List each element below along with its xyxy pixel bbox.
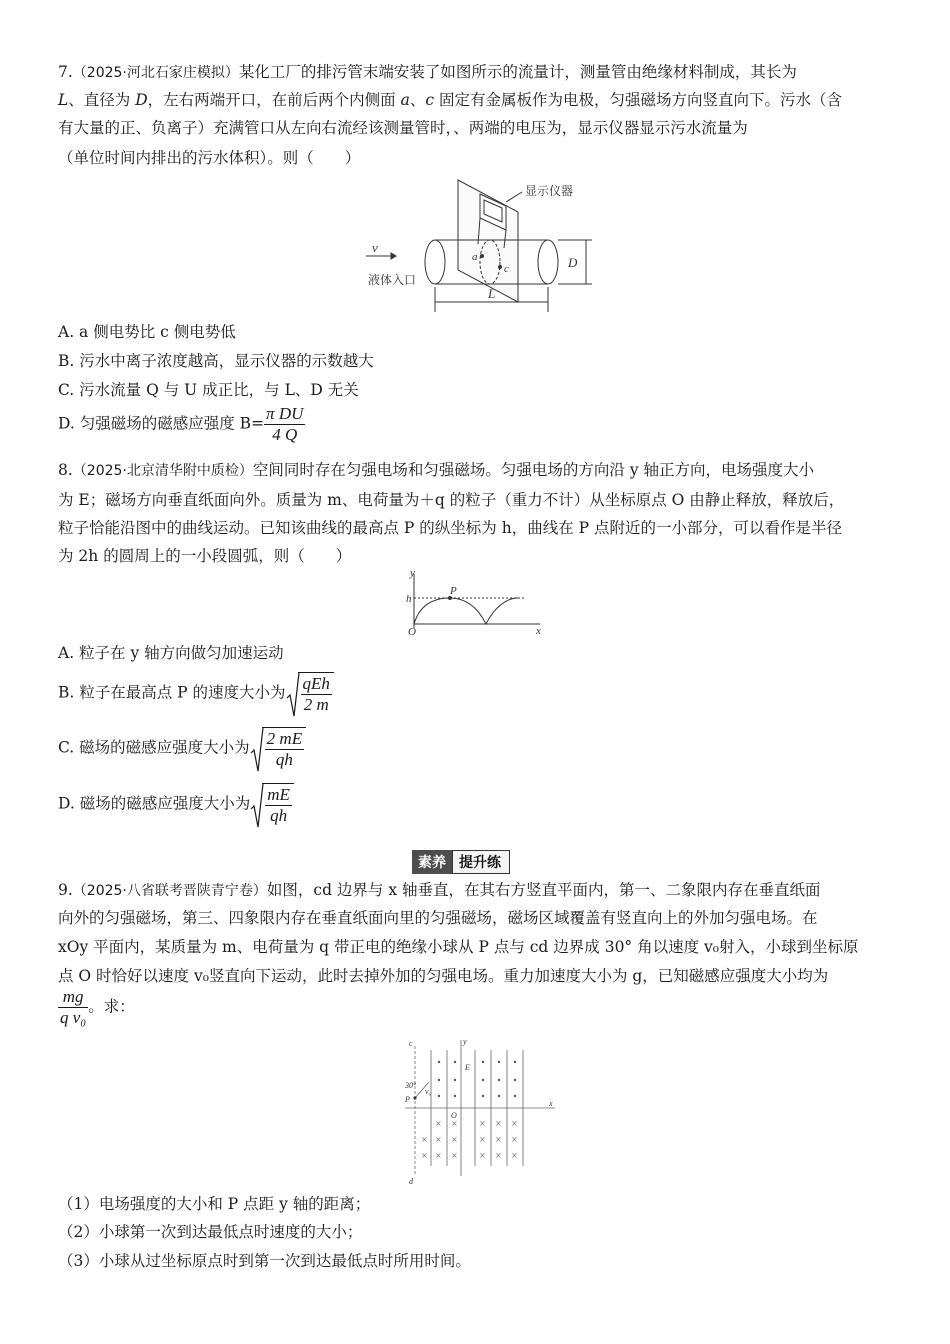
- q8-line-4: 为 2h 的圆周上的一小段圆弧，则（ ）: [58, 547, 352, 565]
- svg-text:×: ×: [421, 1135, 428, 1144]
- q7-electrode-a: [480, 254, 484, 258]
- q8-option-b: B. 粒子在最高点 P 的速度大小为 $\frac{\text{qEh}}{2 m}$: [58, 672, 334, 715]
- q9-line-2: 向外的匀强磁场，第三、四象限内存在垂直纸面向里的匀强磁场，磁场区域覆盖有竖直向上的外加匀强电场。在: [58, 909, 818, 927]
- q7-L-label: L: [488, 286, 496, 301]
- q8-option-d: D. 磁场的磁感应强度大小为 $\frac{mE}{qh}$: [58, 783, 294, 826]
- q9-d-label: d: [409, 1177, 413, 1186]
- q7-flowmeter-figure: [360, 172, 600, 312]
- svg-text:×: ×: [435, 1135, 442, 1144]
- q7-D-label: D: [568, 255, 578, 270]
- q7-text-2: L、直径为 D，左右两端开口，在前后两个内侧面 a、c 固定有金属板作为电极，匀强磁场方向竖直向下。污水（含: [58, 91, 842, 109]
- q9-sub-2: （2）小球第一次到达最低点时速度的大小；: [58, 1223, 363, 1241]
- q9-e-label: E: [465, 1063, 470, 1072]
- q8-y-label: y: [410, 568, 415, 579]
- q9-v-label: v₀: [425, 1087, 432, 1096]
- svg-text:×: ×: [511, 1135, 518, 1144]
- q9-c-label: c: [409, 1039, 413, 1048]
- q8-option-c: C. 磁场的磁感应强度大小为 $\frac{2 mE}{qh}$: [58, 727, 306, 770]
- q8-line-3: 粒子恰能沿图中的曲线运动。已知该曲线的最高点 P 的纵坐标为 h，曲线在 P 点附近的一小部分，可以看作是半径: [58, 519, 842, 537]
- q7-option-a: A. a 侧电势比 c 侧电势低: [58, 323, 236, 341]
- svg-text:×: ×: [495, 1135, 502, 1144]
- svg-text:×: ×: [511, 1119, 518, 1128]
- q8-option-a: A. 粒子在 y 轴方向做匀加速运动: [58, 644, 284, 662]
- q8-p-label: P: [450, 585, 457, 597]
- q8-o-label: O: [408, 626, 416, 638]
- q9-o-label: O: [451, 1111, 457, 1120]
- q7-line-2: [58, 90, 842, 110]
- svg-text:×: ×: [435, 1151, 442, 1160]
- svg-text:×: ×: [479, 1119, 486, 1128]
- q8-line-1: 8.（2025·北京清华附中质检）空间同时存在匀强电场和匀强磁场。匀强电场的方向沿 y 轴正方向，电场强度大小: [58, 461, 815, 479]
- section-badge: 素养 提升练: [412, 850, 510, 874]
- svg-text:×: ×: [451, 1135, 458, 1144]
- svg-text:×: ×: [451, 1119, 458, 1128]
- svg-text:×: ×: [421, 1151, 428, 1160]
- q7-option-c: C. 污水流量 Q 与 U 成正比，与 L、D 无关: [58, 381, 359, 399]
- q9-angle-label: 30°: [405, 1081, 417, 1090]
- q9-p-label: P: [405, 1095, 410, 1104]
- svg-text:×: ×: [435, 1119, 442, 1128]
- q7-line-3: 有大量的正、负离子）充满管口从左向右流经该测量管时，、两端的电压为，显示仪器显示污水流量为: [58, 119, 748, 137]
- q9-line-5: $\frac{mg}{\text{q v₀}}$ 。求：: [60, 987, 135, 1027]
- svg-text:×: ×: [511, 1151, 518, 1160]
- q7-a-label: a: [472, 251, 478, 263]
- q9-x-label: x: [549, 1099, 553, 1108]
- svg-text:×: ×: [451, 1151, 458, 1160]
- q8-h-label: h: [406, 593, 412, 605]
- svg-text:×: ×: [495, 1151, 502, 1160]
- svg-text:×: ×: [479, 1135, 486, 1144]
- q7-c-label: c: [504, 263, 509, 275]
- q8-line-2: 为 E；磁场方向垂直纸面向外。质量为 m、电荷量为＋q 的粒子（重力不计）从坐标原点 O 由静止释放，释放后，: [58, 491, 845, 509]
- q7-electrode-c: [498, 265, 502, 269]
- q9-sub-1: （1）电场强度的大小和 P 点距 y 轴的距离；: [58, 1195, 371, 1213]
- q7-inlet-label: 液体入口: [368, 273, 417, 287]
- q7-line-4: （单位时间内排出的污水体积）。则（ ）: [58, 149, 361, 167]
- q8-trajectory-figure: [400, 568, 550, 638]
- q9-y-label: y: [463, 1037, 467, 1046]
- q7-display-label: 显示仪器: [525, 184, 574, 198]
- q9-line-3: xOy 平面内，某质量为 m、电荷量为 q 带正电的绝缘小球从 P 点与 cd 边界成 30° 角以速度 v₀射入，小球到坐标原: [58, 938, 859, 956]
- q7-line-1: 7.（2025·河北石家庄模拟）某化工厂的排污管末端安装了如图所示的流量计，测量管由绝缘材料制成，其长为: [58, 63, 797, 81]
- q7-option-b: B. 污水中离子浓度越高，显示仪器的示数越大: [58, 352, 374, 370]
- q9-sub-3: （3）小球从过坐标原点时到第一次到达最低点时所用时间。: [58, 1252, 471, 1270]
- svg-text:×: ×: [495, 1119, 502, 1128]
- q8-x-label: x: [536, 625, 541, 637]
- q9-line-4: 点 O 时恰好以速度 v₀竖直向下运动，此时去掉外加的匀强电场。重力加速度大小为 g，已知磁感应强度大小均为: [58, 967, 829, 985]
- q7-v-label: v: [372, 240, 378, 255]
- q9-line-1: 9.（2025·八省联考晋陕青宁卷）如图，cd 边界与 x 轴垂直，在其右方竖直平面内，第一、二象限内存在垂直纸面: [58, 881, 821, 899]
- q7-option-d: D. 匀强磁场的磁感应强度 B= $\frac{\text{π DU}}{4 Q}$: [58, 404, 304, 444]
- q9-field-figure: [395, 1036, 565, 1186]
- svg-text:×: ×: [479, 1151, 486, 1160]
